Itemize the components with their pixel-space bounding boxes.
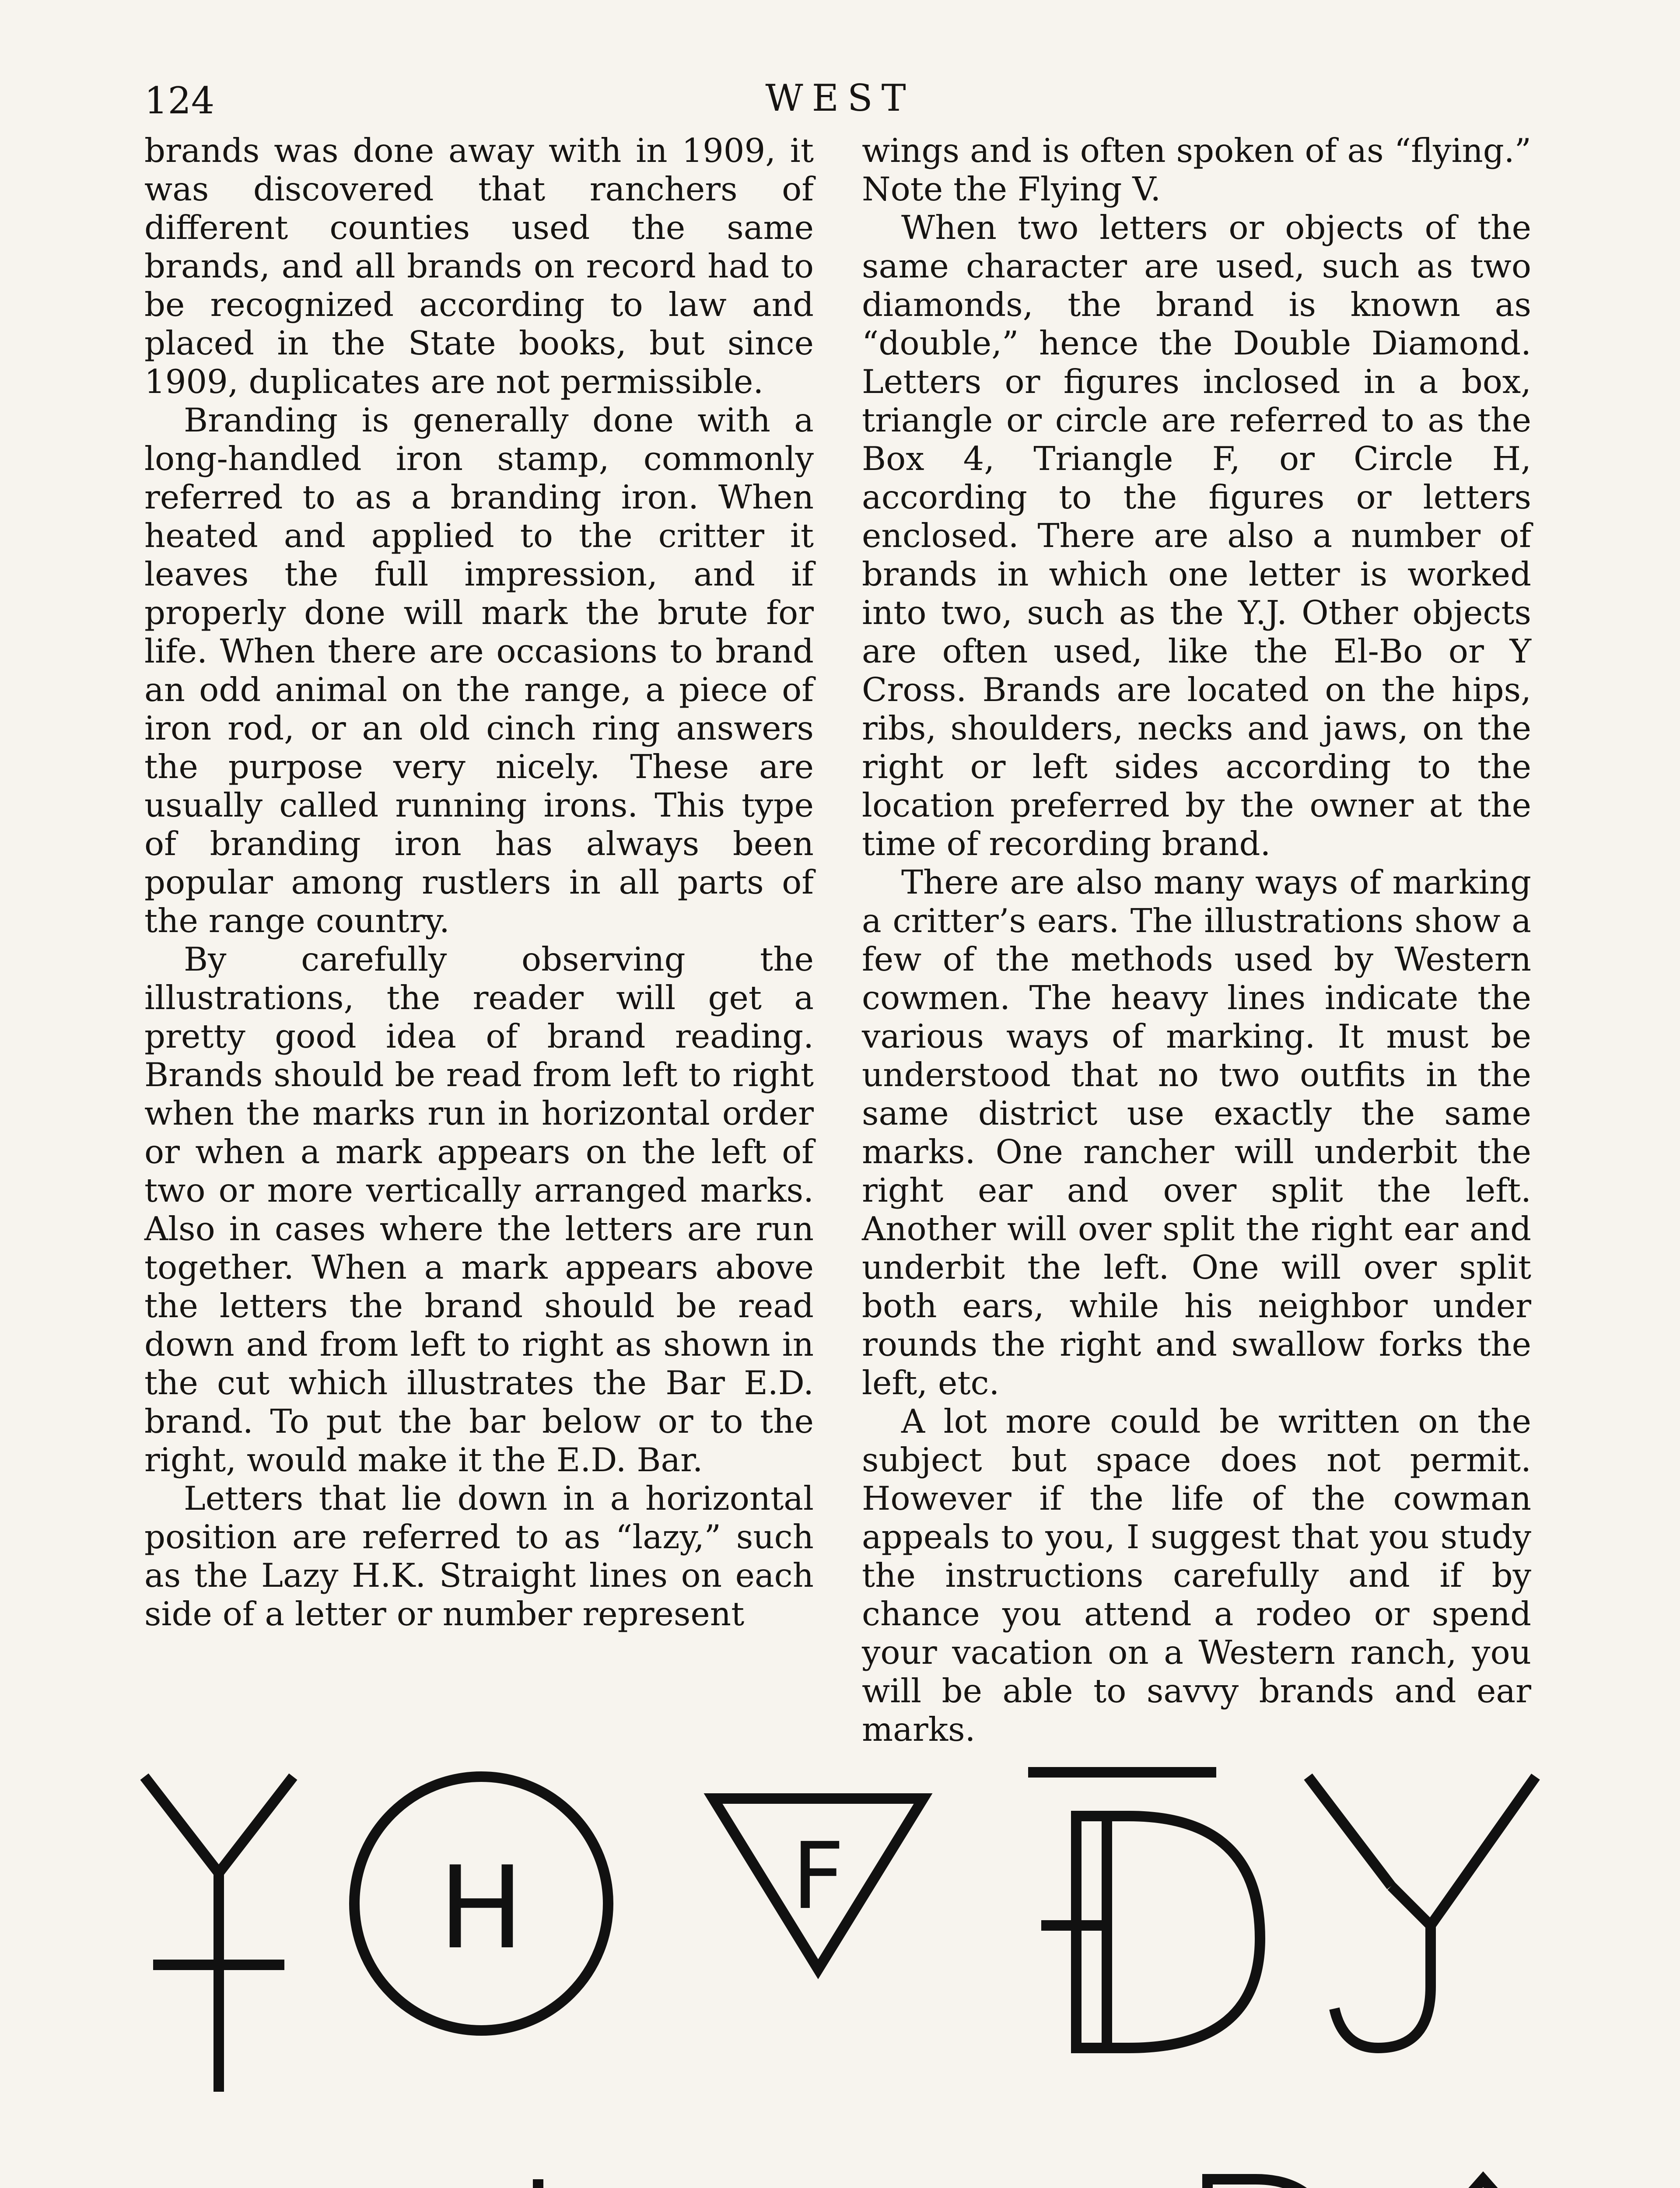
circle-h-letter: H [438,1842,524,1974]
paragraph: Letters that lie down in a horizontal position are referred to as “lazy,” such as the Lazy H.K. Straight lines on each side of a letter or number represent [144,1479,814,1633]
paragraph: By carefully observing the illustrations, the reader will get a pretty good idea of brand reading. Brands should be read from left to right when the marks run in horizontal order or when a mark appears on the left of two or more vertically arranged marks. Also in cases where the letters are run together. When a mark appears above the letters the brand should be read down and from left to right as shown in the cut which illustrates the Bar E.D. brand. To put the bar below or to the right, would make it the E.D. Bar. [144,940,814,1479]
triangle-f-brand [713,1799,923,1969]
double-diamond-brand [1418,2179,1549,2188]
page-number: 124 [144,79,215,122]
paragraph: A lot more could be written on the subject but space does not permit. However if the life of the cowman appeals to you, I suggest that you study the instructions carefully and if by chance you attend a rodeo or spend your vacation on a Western ranch, you will be able to savvy brands and ear marks. [862,1402,1531,1749]
left-column [144,131,814,1633]
bar-ed-brand [1028,1772,1260,2048]
dc-bar-brand [1116,2179,1334,2188]
el-bo-brand [459,2179,678,2188]
y-cross-brand [144,1777,293,2092]
paragraph: Branding is generally done with a long-handled iron stamp, commonly referred to as a branding iron. When heated and applied to the critter it leaves the full impression, and if properly done will mark the brute for life. When there are occasions to brand an odd animal on the range, a piece of iron rod, or an old cinch ring answers the purpose very nicely. These are usually called running irons. This type of branding iron has always been popular among rustlers in all parts of the range country. [144,401,814,940]
paragraph: brands was done away with in 1909, it was discovered that ranchers of different counties used the same brands, and all brands on record had to be recognized according to law and placed in the State books, but since 1909, duplicates are not permissible. [144,131,814,401]
triangle-f-letter: F [791,1823,845,1930]
paragraph: wings and is often spoken of as “flying.” Note the Flying V. [862,131,1531,208]
circle-h-brand [354,1777,608,2030]
paragraph: When two letters or objects of the same character are used, such as two diamonds, the brand is known as “double,” hence the Double Diamond. Letters or figures inclosed in a box, triangle or circle are referred to as the Box 4, Triangle F, or Circle H, according to the figures or letters enclosed. There are also a number of brands in which one letter is worked into two, such as the Y.J. Other objects are often used, like the El-Bo or Y Cross. Brands are located on the hips, ribs, shoulders, necks and jaws, on the right or left sides according to the location preferred by the owner at the time of recording brand. [862,208,1531,863]
yj-brand [1308,1777,1536,2048]
running-head: WEST [765,77,915,119]
paragraph: There are also many ways of marking a critter’s ears. The illustrations show a few of the methods used by Western cowmen. The heavy lines indicate the various ways of marking. It must be understood that no two outfits in the same district use exactly the same marks. One rancher will underbit the right ear and over split the left. Another will over split the right ear and underbit the left. One will over split both ears, while his neighbor under rounds the right and swallow forks the left, etc. [862,863,1531,1402]
right-column [862,131,1531,1749]
brand-illustrations [109,1742,1597,2188]
